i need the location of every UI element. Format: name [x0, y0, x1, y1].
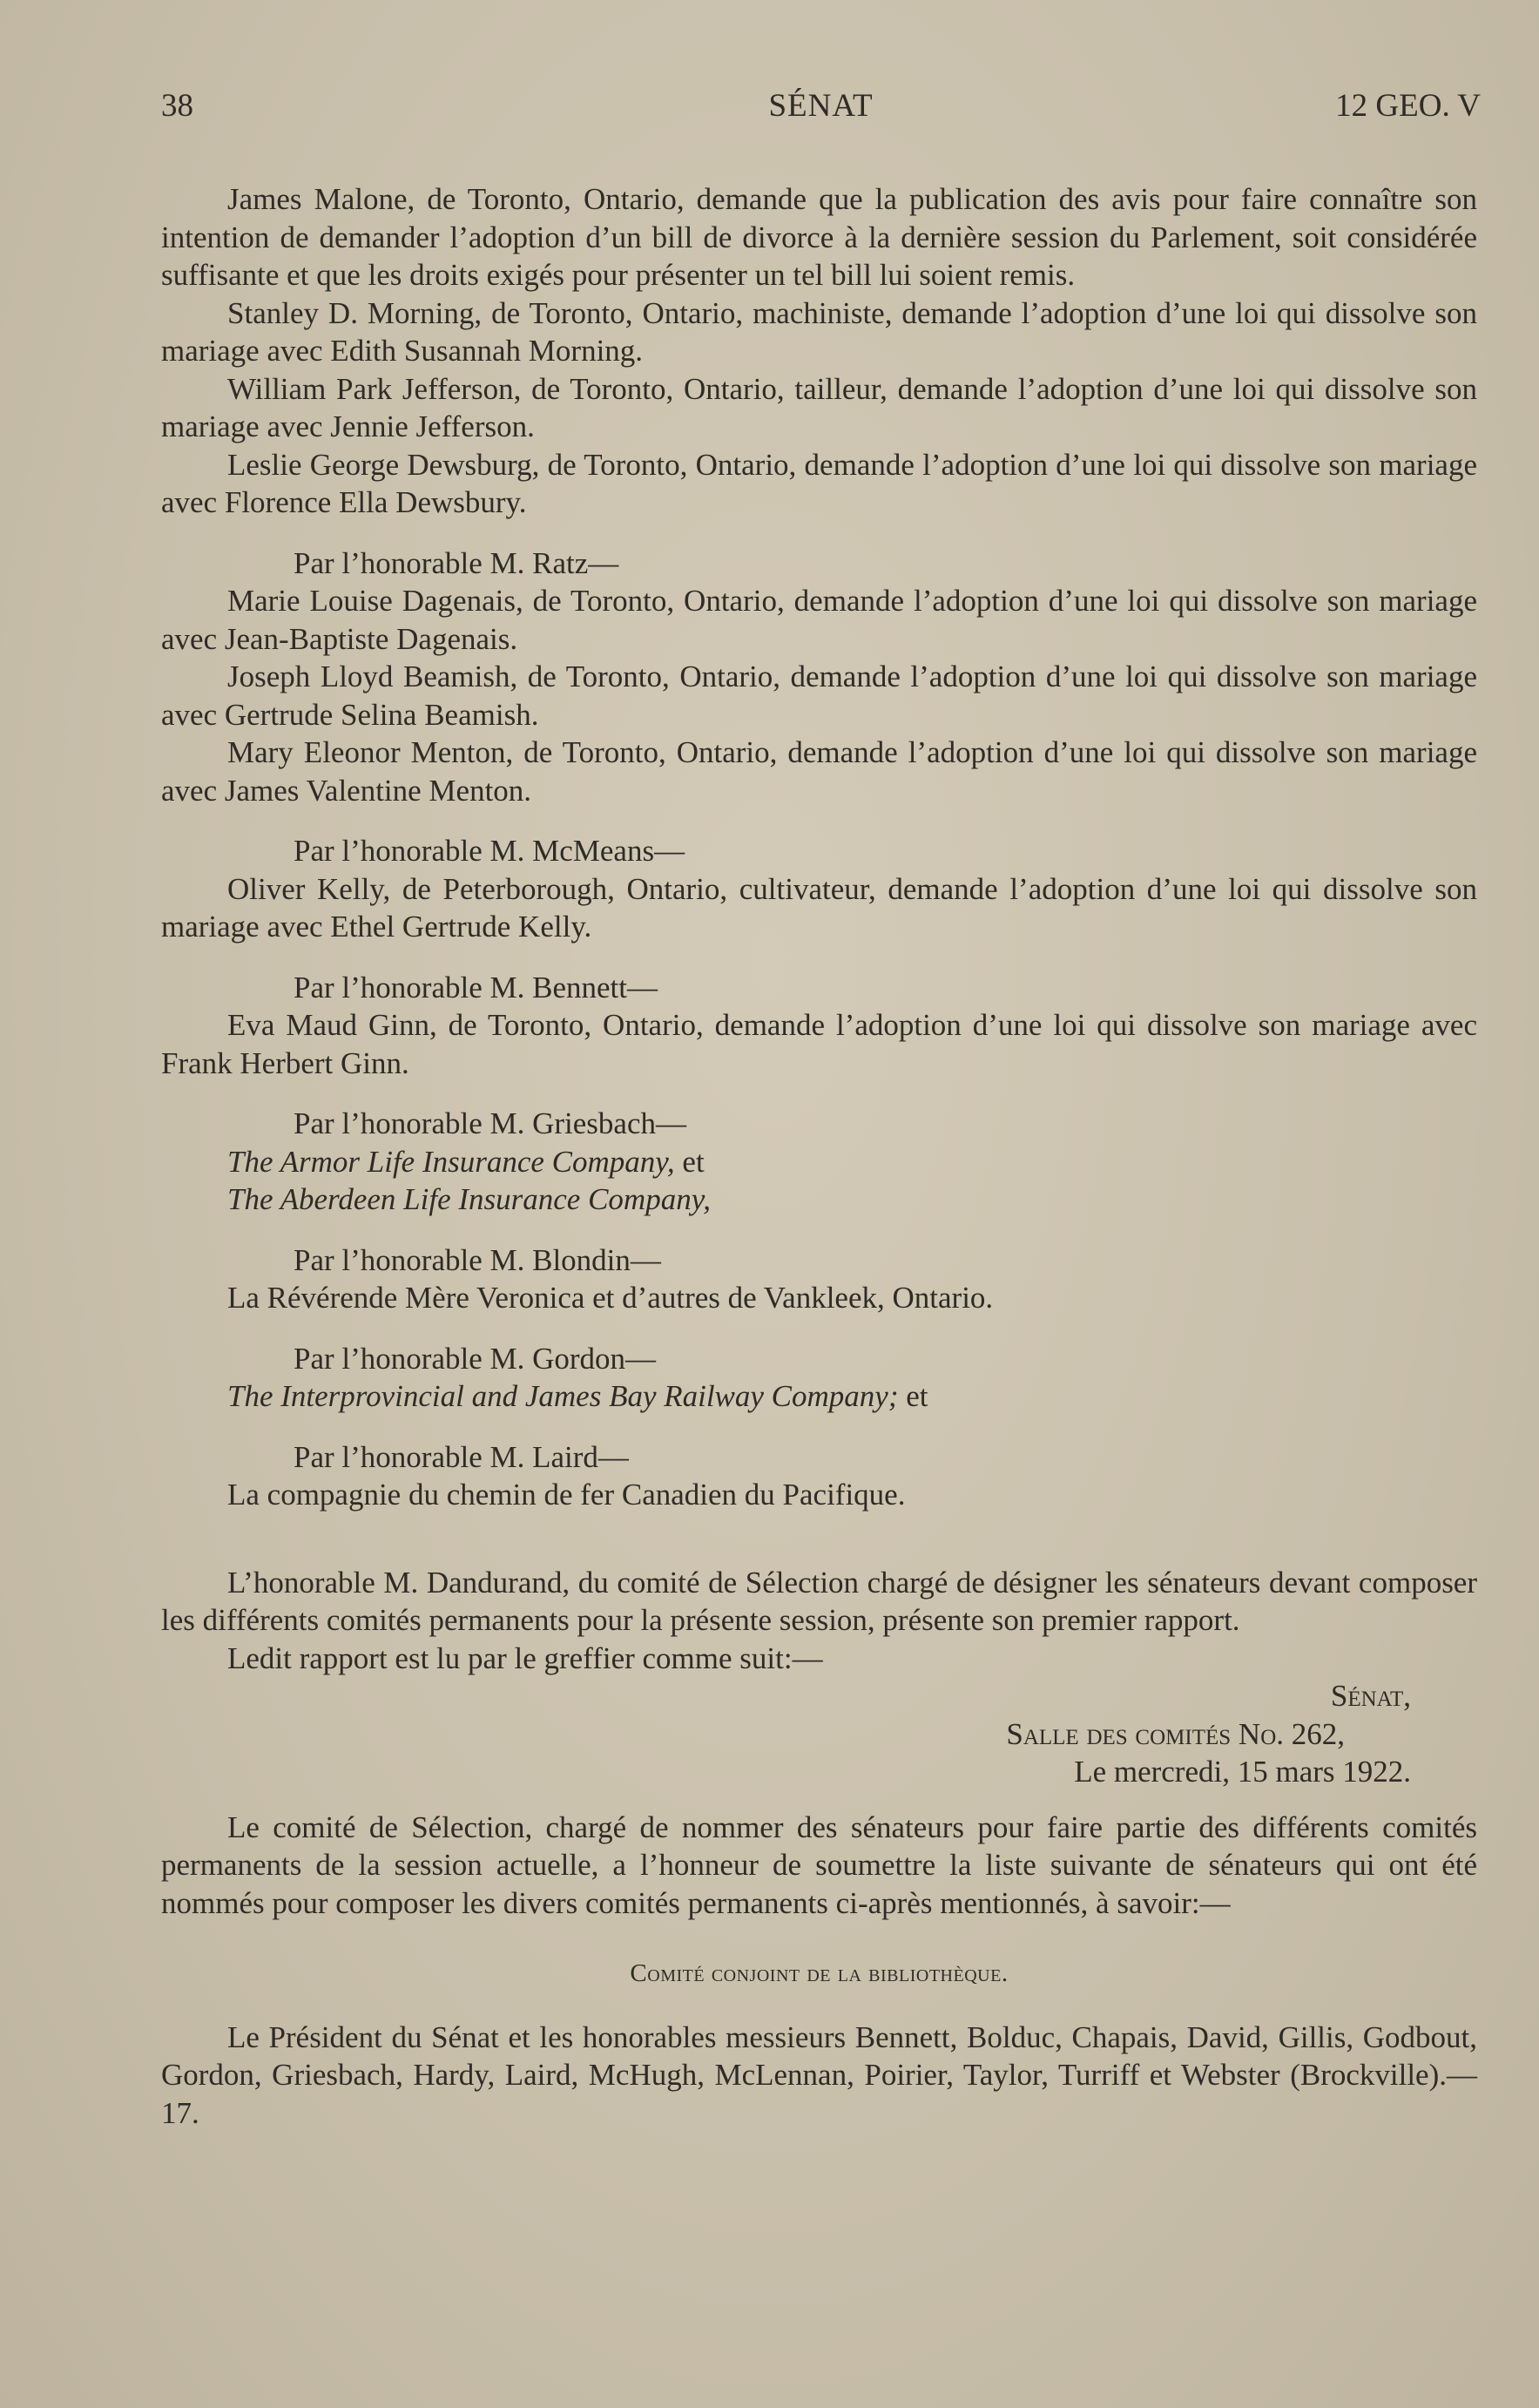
petition-paragraph: Eva Maud Ginn, de Toronto, Ontario, demande l’adoption d’une loi qui dissolve son mariage avec Frank Herbert Ginn.	[161, 1008, 1477, 1080]
committee-members: Le Président du Sénat et les honorables messieurs Bennett, Bolduc, Chapais, David, Gillis, Godbout, Gordon, Griesbach, Hardy, Laird, McHugh, McLennan, Poirier, Taylor, Turriff et Webster (Brockville).—17.	[161, 2019, 1477, 2130]
petition-paragraph: James Malone, de Toronto, Ontario, demande que la publication des avis pour faire connaître son intention de demander l’adoption d’un bill de divorce à la dernière session du Parlement, soit considérée suffisante et que les droits exigés pour présenter un tel bill lui soient remis.	[161, 182, 1477, 292]
page-header	[161, 87, 1481, 139]
petition-paragraph: Marie Louise Dagenais, de Toronto, Ontario, demande l’adoption d’une loi qui dissolve son mariage avec Jean-Baptiste Dagenais.	[161, 584, 1477, 656]
report-place: Sénat,	[1330, 1679, 1411, 1713]
petition-paragraph: Leslie George Dewsburg, de Toronto, Ontario, demande l’adoption d’une loi qui dissolve son mariage avec Florence Ella Dewsbury.	[161, 447, 1477, 519]
report-intro: L’honorable M. Dandurand, du comité de Sélection chargé de désigner les sénateurs devant composer les différents comités permanents pour la présente session, présente son premier rapport.	[161, 1565, 1477, 1637]
petition-paragraph: Stanley D. Morning, de Toronto, Ontario, machiniste, demande l’adoption d’une loi qui dissolve son mariage avec Edith Susannah Morning.	[161, 295, 1477, 368]
company-name: The Interprovincial and James Bay Railway Company;	[227, 1379, 899, 1413]
sponsor-laird: Par l’honorable M. Laird—	[294, 1439, 629, 1474]
petition-paragraph: William Park Jefferson, de Toronto, Ontario, tailleur, demande l’adoption d’une loi qui dissolve son mariage avec Jennie Jefferson.	[161, 371, 1477, 443]
report-room: Salle des comités No. 262,	[1006, 1716, 1345, 1751]
sponsor-griesbach: Par l’honorable M. Griesbach—	[294, 1106, 686, 1140]
company-line	[161, 1143, 1477, 1181]
header-title: SÉNAT	[768, 88, 874, 124]
petition-paragraph: Mary Eleonor Menton, de Toronto, Ontario, demande l’adoption d’une loi qui dissolve son mariage avec James Valentine Menton.	[161, 735, 1477, 808]
report-date: Le mercredi, 15 mars 1922.	[1074, 1755, 1411, 1789]
sponsor-bennett: Par l’honorable M. Bennett—	[294, 970, 658, 1004]
sponsor-blondin: Par l’honorable M. Blondin—	[294, 1242, 661, 1277]
sponsor-ratz: Par l’honorable M. Ratz—	[294, 545, 619, 580]
petition-paragraph: La Révérende Mère Veronica et d’autres de Vankleek, Ontario.	[227, 1281, 994, 1315]
header-session: 12 GEO. V	[1335, 88, 1481, 124]
company-line	[161, 1377, 1477, 1416]
company-name: The Armor Life Insurance Company,	[227, 1144, 675, 1179]
page-body	[161, 180, 1477, 2132]
petition-paragraph: Joseph Lloyd Beamish, de Toronto, Ontario, demande l’adoption d’une loi qui dissolve son mariage avec Gertrude Selina Beamish.	[161, 659, 1477, 732]
conjunction: et	[674, 1144, 705, 1179]
conjunction: et	[898, 1379, 928, 1413]
page-number: 38	[161, 88, 193, 124]
sponsor-mcmeans: Par l’honorable M. McMeans—	[294, 834, 685, 868]
petition-paragraph: La compagnie du chemin de fer Canadien du Pacifique.	[227, 1478, 906, 1512]
company-name: The Aberdeen Life Insurance Company,	[227, 1182, 712, 1216]
sponsor-gordon: Par l’honorable M. Gordon—	[294, 1341, 657, 1376]
report-body: Le comité de Sélection, chargé de nommer des sénateurs pour faire partie des différents comités permanents de la session actuelle, a l’honneur de soumettre la liste suivante de sénateurs qui ont été nommés pour composer les divers comités permanents ci-après mentionnés, à savoir:—	[161, 1809, 1477, 1920]
report-read: Ledit rapport est lu par le greffier comme suit:—	[227, 1640, 823, 1675]
petition-paragraph: Oliver Kelly, de Peterborough, Ontario, cultivateur, demande l’adoption d’une loi qui dissolve son mariage avec Ethel Gertrude Kelly.	[161, 871, 1477, 944]
section-heading: Comité conjoint de la bibliothèque.	[630, 1959, 1009, 1987]
